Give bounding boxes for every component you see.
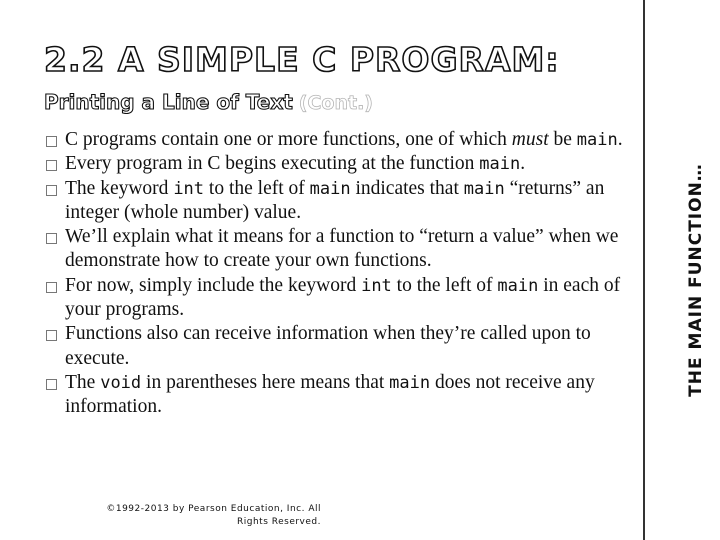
copyright-footer: ©1992-2013 by Pearson Education, Inc. All Rights Reserved. xyxy=(106,504,321,527)
checkbox-bullet-icon xyxy=(46,160,57,171)
bullet-item: Every program in C begins executing at the function main. xyxy=(46,152,626,176)
bullet-item: C programs contain one or more functions, one of which must be main. xyxy=(46,128,626,152)
checkbox-bullet-icon xyxy=(46,282,57,293)
subtitle-cont: (Cont.) xyxy=(298,92,373,114)
side-title-text: THE MAIN FUNCTION… xyxy=(686,163,706,397)
checkbox-bullet-icon xyxy=(46,185,57,196)
bullet-item: The keyword int to the left of main indicates that main “returns” an integer (whole number) value. xyxy=(46,177,626,226)
checkbox-bullet-icon xyxy=(46,330,57,341)
checkbox-bullet-icon xyxy=(46,379,57,390)
vertical-divider xyxy=(643,0,645,540)
bullet-list xyxy=(46,128,626,420)
slide-subtitle xyxy=(44,88,604,117)
bullet-item: For now, simply include the keyword int to the left of main in each of your programs. xyxy=(46,274,626,323)
checkbox-bullet-icon xyxy=(46,136,57,147)
bullet-item: We’ll explain what it means for a function to “return a value” when we demonstrate how to create your own functions. xyxy=(46,225,626,274)
subtitle-text: Printing a Line of Text xyxy=(44,90,293,114)
checkbox-bullet-icon xyxy=(46,233,57,244)
slide-title: 2.2 A SIMPLE C PROGRAM: xyxy=(44,40,560,79)
bullet-item: The void in parentheses here means that main does not receive any information. xyxy=(46,371,626,420)
bullet-item: Functions also can receive information when they’re called upon to execute. xyxy=(46,322,626,371)
